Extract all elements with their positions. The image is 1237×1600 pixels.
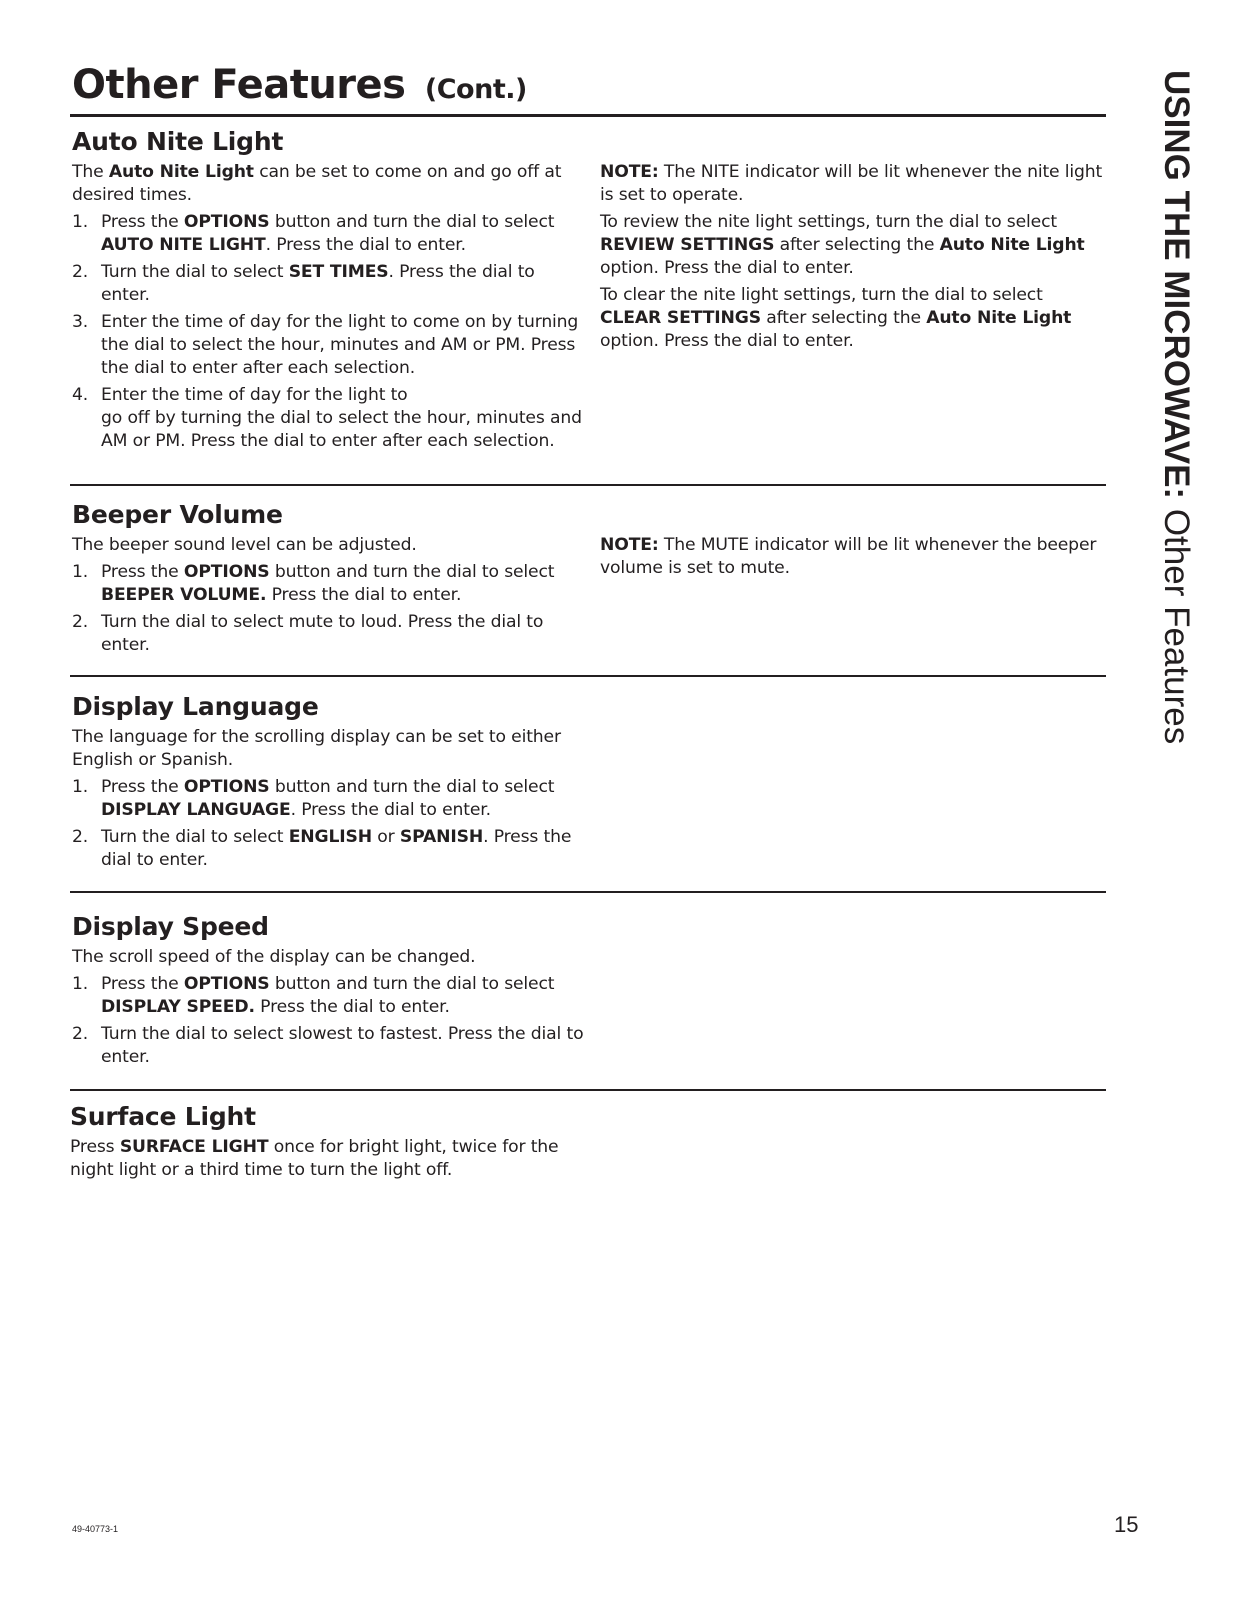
steps-list: [72, 211, 584, 453]
left-column: [70, 1136, 570, 1186]
title-text: Other Features: [72, 62, 406, 108]
steps-list: [72, 561, 584, 657]
section-rule: [70, 1089, 1106, 1091]
page-title: [72, 62, 527, 108]
intro-paragraph: The Auto Nite Light can be set to come on and go off at desired times.: [72, 162, 562, 205]
intro-paragraph: The scroll speed of the display can be changed.: [72, 947, 476, 967]
left-column: [72, 161, 584, 457]
clear-paragraph: To clear the nite light settings, turn the dial to select CLEAR SETTINGS after selecting the Auto Nite Light option. Press the dial to enter.: [600, 285, 1072, 351]
section-heading: Beeper Volume: [72, 500, 283, 529]
intro-paragraph: The language for the scrolling display can be set to either English or Spanish.: [72, 727, 561, 770]
step-item: 1. Press the OPTIONS button and turn the dial to select BEEPER VOLUME. Press the dial to enter.: [72, 562, 555, 605]
steps-list: [72, 973, 584, 1069]
review-paragraph: To review the nite light settings, turn the dial to select REVIEW SETTINGS after selecting the Auto Nite Light option. Press the dial to enter.: [600, 212, 1085, 278]
document-number: 49-40773-1: [72, 1524, 119, 1534]
section-rule: [70, 891, 1106, 893]
right-column: [600, 161, 1106, 357]
side-tab-label: USING THE MICROWAVE: Other Features: [1157, 70, 1196, 745]
section-rule: [70, 675, 1106, 677]
section-heading: Display Language: [72, 692, 319, 721]
step-item: 2. Turn the dial to select ENGLISH or SPANISH. Press the dial to enter.: [72, 827, 572, 870]
left-column: [72, 946, 584, 1073]
step-item: 1. Press the OPTIONS button and turn the dial to select AUTO NITE LIGHT. Press the dial to enter.: [72, 212, 555, 255]
step-item: 1. Press the OPTIONS button and turn the dial to select DISPLAY SPEED. Press the dial to enter.: [72, 974, 555, 1017]
note-paragraph: NOTE: The NITE indicator will be lit whenever the nite light is set to operate.: [600, 162, 1103, 205]
page-number: 15: [1114, 1512, 1139, 1537]
step-item: 1. Press the OPTIONS button and turn the dial to select DISPLAY LANGUAGE. Press the dial to enter.: [72, 777, 555, 820]
right-column: [600, 534, 1106, 584]
section-heading: Surface Light: [70, 1102, 256, 1131]
step-item: 4. Enter the time of day for the light to go off by turning the dial to select the hour, minutes and AM or PM. Press the dial to enter after each selection.: [72, 385, 582, 451]
body-paragraph: Press SURFACE LIGHT once for bright light, twice for the night light or a third time to turn the light off.: [70, 1137, 559, 1180]
section-rule: [70, 484, 1106, 486]
side-tab: [1156, 70, 1196, 830]
title-suffix: (Cont.): [424, 74, 527, 105]
steps-list: [72, 776, 584, 872]
left-column: [72, 726, 584, 876]
step-item: 2. Turn the dial to select slowest to fastest. Press the dial to enter.: [72, 1024, 584, 1067]
note-paragraph: NOTE: The MUTE indicator will be lit whenever the beeper volume is set to mute.: [600, 535, 1097, 578]
section-heading: Display Speed: [72, 912, 269, 941]
intro-paragraph: The beeper sound level can be adjusted.: [72, 535, 417, 555]
section-heading: Auto Nite Light: [72, 127, 284, 156]
left-column: [72, 534, 584, 661]
title-rule: [70, 114, 1106, 117]
step-item: 3. Enter the time of day for the light to come on by turning the dial to select the hour, minutes and AM or PM. Press the dial to enter after each selection.: [72, 312, 579, 378]
step-item: 2. Turn the dial to select mute to loud. Press the dial to enter.: [72, 612, 544, 655]
step-item: 2. Turn the dial to select SET TIMES. Press the dial to enter.: [72, 262, 535, 305]
